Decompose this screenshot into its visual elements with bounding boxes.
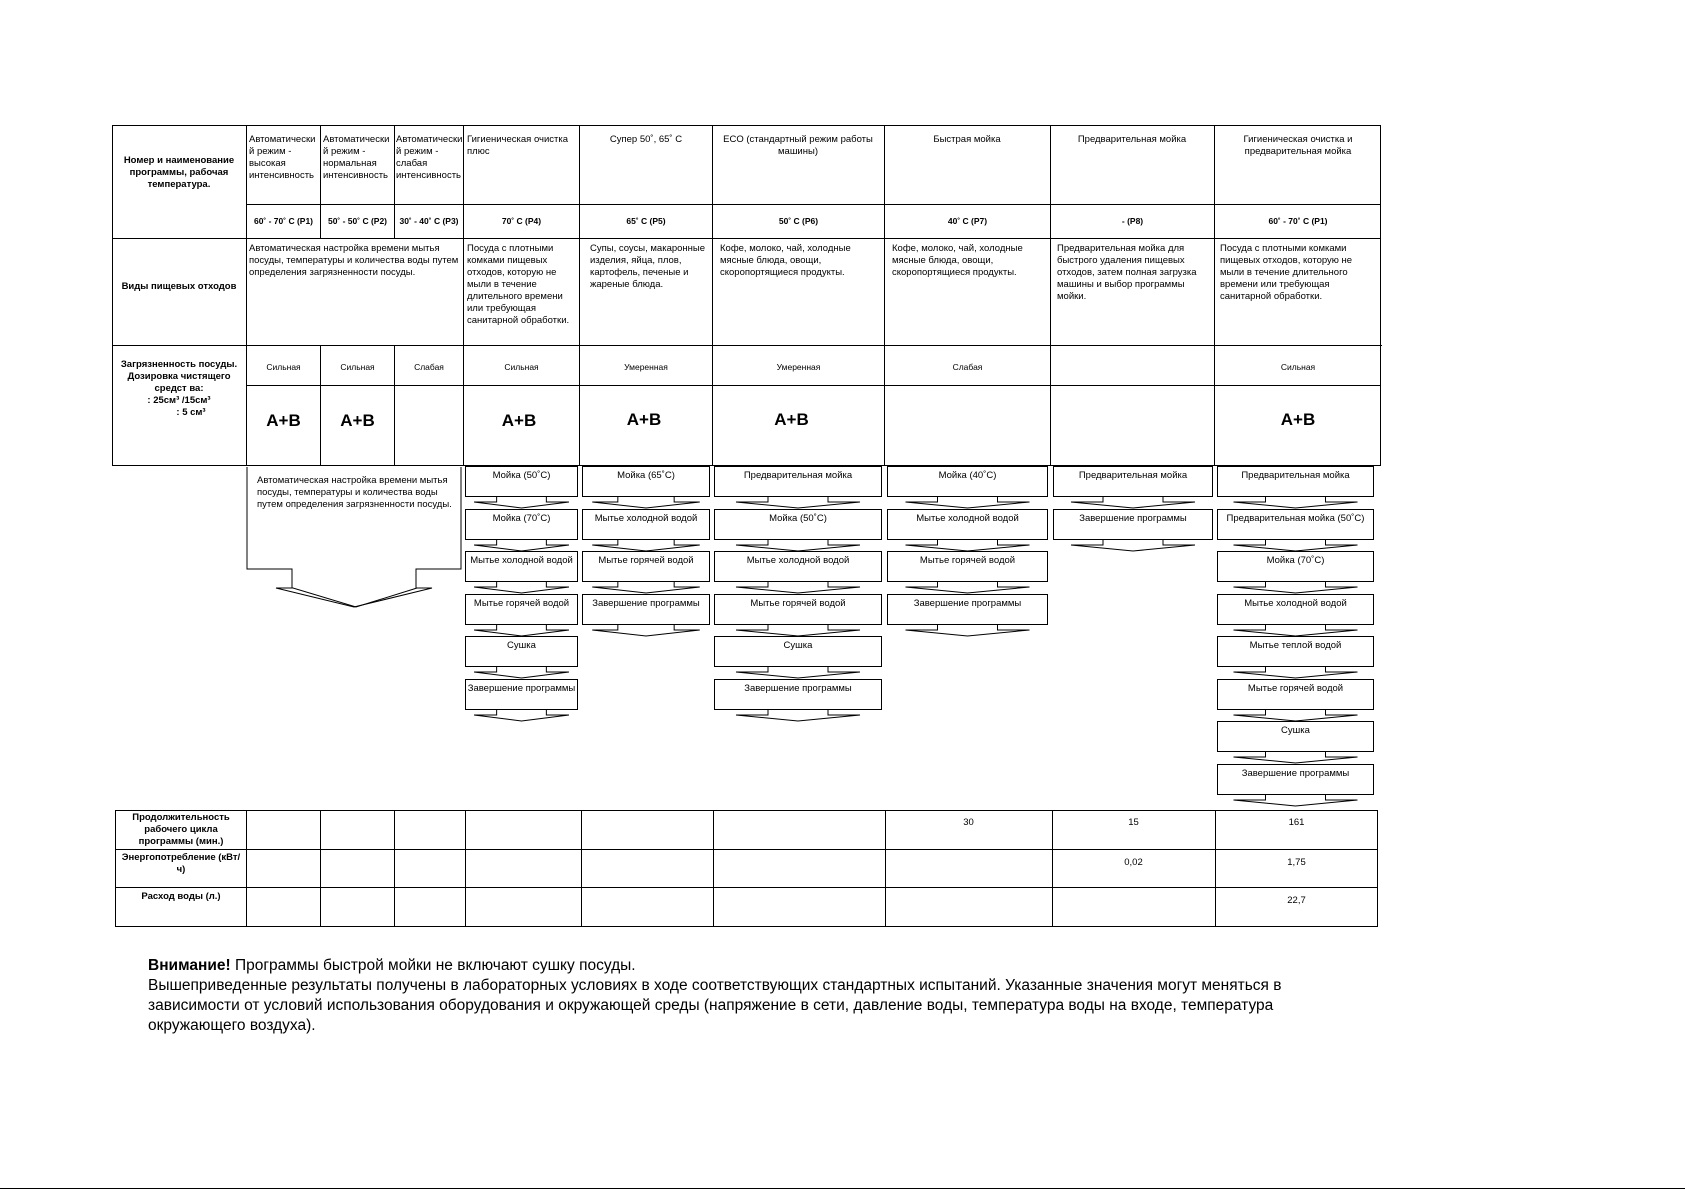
row-header-dose-2: : 5 см³: [176, 407, 206, 418]
energy-value: 0,02: [1124, 857, 1143, 868]
step-box: Сушка: [1217, 721, 1374, 752]
step-box: Предварительная мойка (50˚C): [1217, 509, 1374, 540]
down-arrow-icon: [1217, 667, 1374, 679]
program-name: ECO (стандартный режим работы машины): [723, 134, 873, 157]
step-box: Завершение программы: [1053, 509, 1213, 540]
waste-text: Супы, соусы, макаронные изделия, яйца, плов, картофель, печеные и жареные блюда.: [590, 243, 706, 290]
down-arrow-icon: [714, 667, 882, 679]
step-box: Мойка (40˚C): [887, 466, 1048, 497]
step-box: Мойка (50˚C): [465, 466, 578, 497]
down-arrow-icon: [582, 540, 710, 552]
program-temp: 50˚ C (P6): [778, 216, 819, 226]
program-name: Автоматически й режим - высокая интенсивность: [249, 134, 316, 181]
step-box: Мытье холодной водой: [714, 551, 882, 582]
down-arrow-icon: [1053, 540, 1213, 552]
row-header-dose-1: : 25см³ /15см³: [147, 395, 211, 406]
down-arrow-icon: [465, 582, 578, 594]
step-box: Мытье горячей водой: [1217, 679, 1374, 710]
step-box: Мытье холодной водой: [465, 551, 578, 582]
step-box: Завершение программы: [582, 594, 710, 625]
program-temp: 60˚ - 70˚ C (P1): [253, 216, 314, 226]
note-line-2: Вышеприведенные результаты получены в лабораторных условиях в ходе соответствующих стандартных испытаний. Указанные значения могут меняться в: [148, 977, 1282, 994]
down-arrow-icon: [887, 582, 1048, 594]
soil-level: Сильная: [340, 362, 375, 372]
down-arrow-icon: [465, 497, 578, 509]
down-arrow-icon: [465, 625, 578, 637]
program-temp: 60˚ - 70˚ C (P1): [1268, 216, 1328, 226]
step-box: Мытье горячей водой: [714, 594, 882, 625]
program-temp: 50˚ - 50˚ C (P2): [327, 216, 388, 226]
note-line-1-text: Программы быстрой мойки не включают сушку посуды.: [230, 957, 636, 974]
down-arrow-icon: [582, 625, 710, 637]
program-name: Гигиеническая очистка плюс: [467, 134, 569, 157]
soil-level: Сильная: [1280, 362, 1316, 372]
down-arrow-icon: [887, 497, 1048, 509]
note-line-1: [148, 956, 636, 976]
down-arrow-icon: [465, 667, 578, 679]
duration-label: Продолжительность рабочего цикла программы (мин.): [132, 812, 230, 847]
step-box: Предварительная мойка: [1053, 466, 1213, 497]
dose-label: A+B: [1280, 410, 1316, 429]
page-bottom-rule: [0, 1188, 1685, 1189]
row-header-waste: Виды пищевых отходов: [121, 281, 237, 292]
waste-text: Кофе, молоко, чай, холодные мясные блюда, овощи, скоропортящиеся продукты.: [892, 243, 1023, 278]
duration-value: 30: [963, 817, 974, 828]
down-arrow-icon: [1217, 497, 1374, 509]
row-header-program: Номер и наименование программы, рабочая температура.: [123, 155, 235, 190]
waste-text: Автоматическая настройка времени мытья посуды, температуры и количества воды путем определения загрязненности посуды.: [249, 243, 459, 278]
energy-value: 1,75: [1287, 857, 1306, 868]
step-box: Завершение программы: [1217, 764, 1374, 795]
step-box: Мытье горячей водой: [582, 551, 710, 582]
step-box: Завершение программы: [465, 679, 578, 710]
step-box: Мытье теплой водой: [1217, 636, 1374, 667]
program-name: Автоматически й режим - слабая интенсивность: [396, 134, 463, 181]
soil-level: Умеренная: [624, 362, 668, 372]
dose-label: A+B: [340, 411, 375, 430]
down-arrow-icon: [1053, 497, 1213, 509]
waste-text: Кофе, молоко, чай, холодные мясные блюда, овощи, скоропортящиеся продукты.: [720, 243, 851, 278]
waste-text: Посуда с плотными комками пищевых отходов, которую не мыли в течение длительного времени или требующая санитарной обработки.: [467, 243, 570, 326]
soil-level: Сильная: [266, 362, 301, 372]
down-arrow-icon: [1217, 582, 1374, 594]
program-name: Быстрая мойка: [933, 134, 1001, 145]
program-temp: 65˚ C (P5): [626, 216, 666, 226]
step-box: Мойка (70˚C): [1217, 551, 1374, 582]
step-box: Мойка (65˚C): [582, 466, 710, 497]
step-box: Завершение программы: [714, 679, 882, 710]
step-box: Мойка (50˚C): [714, 509, 882, 540]
step-box: Мытье холодной водой: [582, 509, 710, 540]
program-name: Предварительная мойка: [1077, 134, 1187, 145]
row-header-soil: Загрязненность посуды. Дозировка чистящего средст ва:: [120, 359, 238, 394]
down-arrow-icon: [714, 540, 882, 552]
step-box: Мойка (70˚C): [465, 509, 578, 540]
down-arrow-icon: [1217, 710, 1374, 722]
down-arrow-icon: [714, 582, 882, 594]
dose-label: A+B: [626, 410, 662, 429]
soil-level: Умеренная: [776, 362, 821, 372]
step-box: Мытье холодной водой: [887, 509, 1048, 540]
dose-label: A+B: [266, 411, 301, 430]
down-arrow-icon: [714, 497, 882, 509]
step-box: Предварительная мойка: [714, 466, 882, 497]
program-temp: 30˚ - 40˚ C (P3): [399, 216, 459, 226]
step-box: Мытье горячей водой: [887, 551, 1048, 582]
waste-text: Предварительная мойка для быстрого удаления пищевых отходов, затем полная загрузка машины и выбор программы мойки.: [1057, 243, 1197, 302]
down-arrow-icon: [887, 540, 1048, 552]
down-arrow-icon: [465, 710, 578, 722]
duration-value: 15: [1128, 817, 1139, 828]
note-line-4: окружающего воздуха).: [148, 1017, 316, 1034]
down-arrow-icon: [582, 582, 710, 594]
water-value: 22,7: [1287, 895, 1306, 906]
step-box: Сушка: [714, 636, 882, 667]
auto-mode-note: Автоматическая настройка времени мытья посуды, температуры и количества воды путем определения загрязненности посуды.: [257, 475, 452, 510]
program-temp: 70˚ C (P4): [501, 216, 542, 226]
down-arrow-icon: [1217, 795, 1374, 807]
step-box: Мытье холодной водой: [1217, 594, 1374, 625]
step-box: Предварительная мойка: [1217, 466, 1374, 497]
step-box: Мытье горячей водой: [465, 594, 578, 625]
down-arrow-icon: [714, 625, 882, 637]
down-arrow-icon: [1217, 540, 1374, 552]
duration-value: 161: [1288, 817, 1305, 828]
program-name: Супер 50˚, 65˚ C: [609, 134, 683, 145]
program-temp: 40˚ C (P7): [947, 216, 988, 226]
down-arrow-icon: [714, 710, 882, 722]
program-temp: - (P8): [1121, 216, 1144, 226]
waste-text: Посуда с плотными комками пищевых отходов, которую не мыли в течение длительного времени или требующая санитарной обработки.: [1220, 243, 1353, 302]
program-name: Автоматически й режим - нормальная интенсивность: [323, 134, 390, 181]
soil-level: Слабая: [952, 362, 983, 372]
program-name: Гигиеническая очистка и предварительная мойка: [1243, 134, 1353, 157]
water-label: Расход воды (л.): [141, 891, 221, 902]
energy-label: Энергопотребление (кВт/ч): [121, 852, 241, 875]
soil-level: Сильная: [504, 362, 539, 372]
down-arrow-icon: [887, 625, 1048, 637]
down-arrow-icon: [465, 540, 578, 552]
soil-level: Слабая: [414, 362, 444, 372]
step-box: Завершение программы: [887, 594, 1048, 625]
down-arrow-icon: [582, 497, 710, 509]
step-box: Сушка: [465, 636, 578, 667]
down-arrow-icon: [1217, 752, 1374, 764]
dose-label: A+B: [501, 411, 537, 430]
note-warning: Внимание!: [148, 957, 231, 974]
down-arrow-icon: [1217, 625, 1374, 637]
dose-label: A+B: [774, 410, 809, 429]
note-line-3: зависимости от условий использования оборудования и окружающей среды (напряжение в сети, давление воды, температура воды на входе, температура: [148, 997, 1274, 1014]
